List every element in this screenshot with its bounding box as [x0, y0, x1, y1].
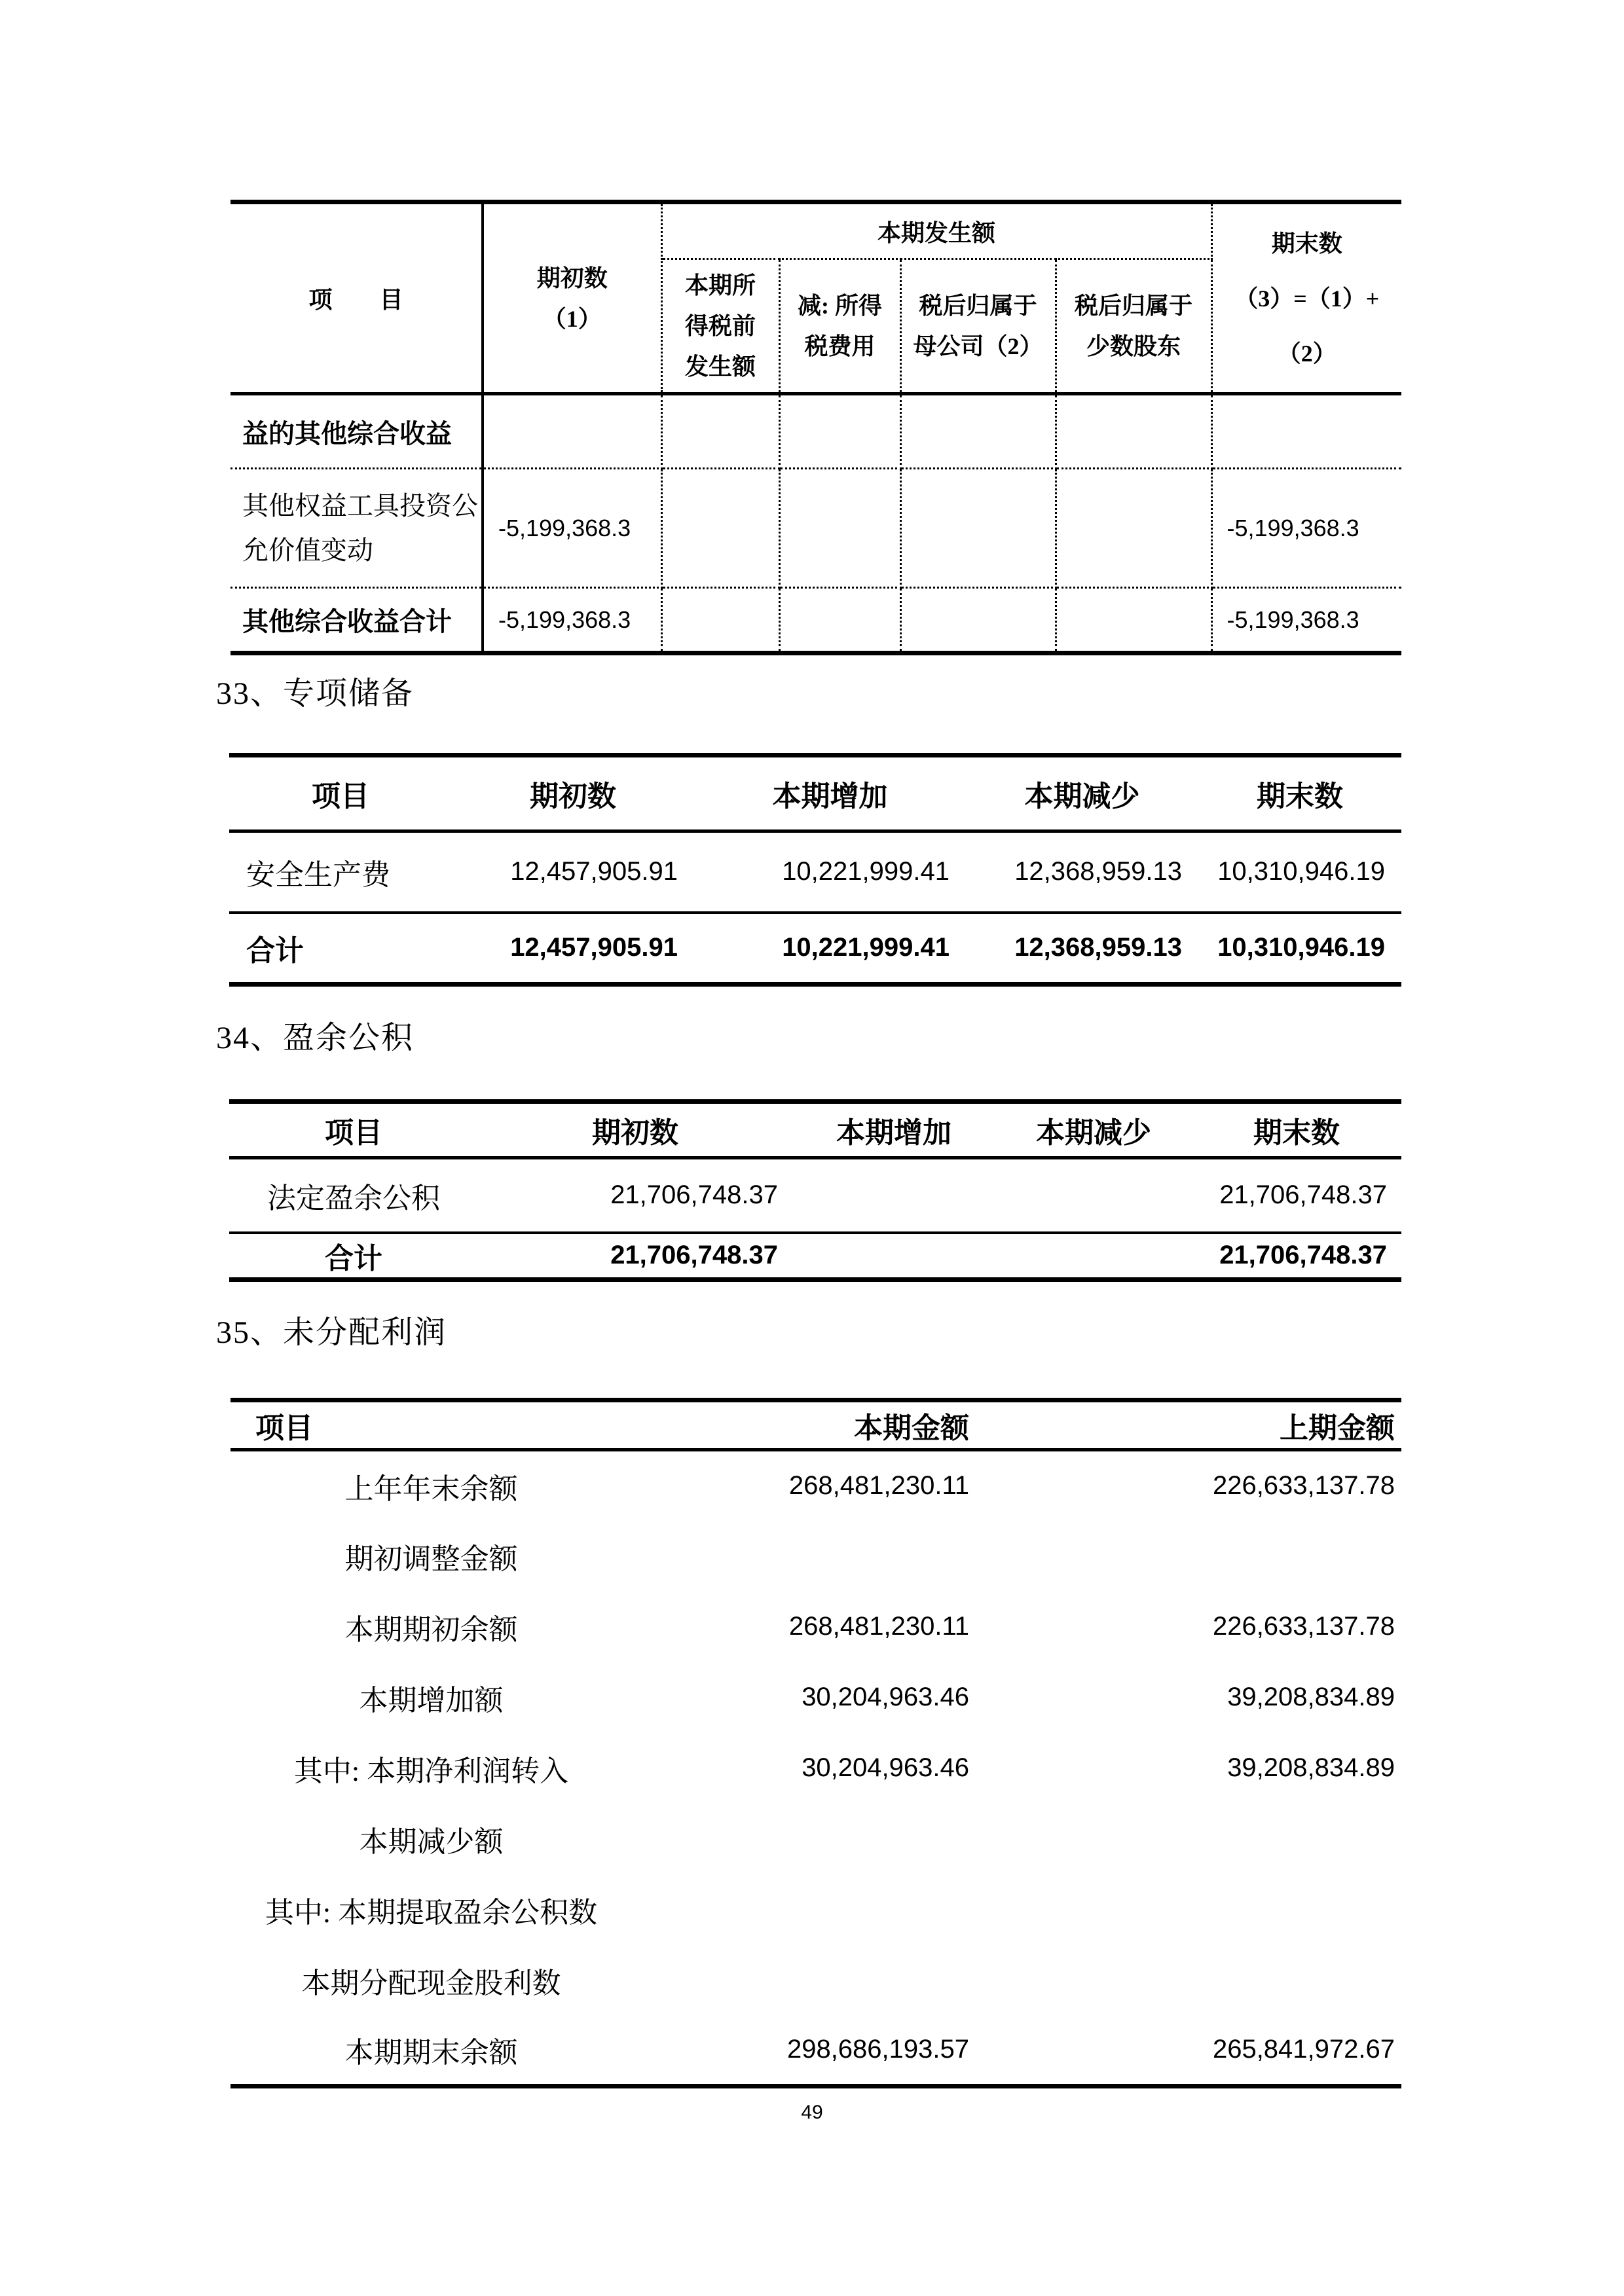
s34-header-increase: 本期增加 — [792, 1102, 995, 1158]
section-34-heading: 34、盈余公积 — [216, 1021, 415, 1055]
oci-row3-ending: -5,199,368.3 — [1227, 606, 1359, 633]
oci-header-parent-line1: 税后归属于 — [919, 293, 1037, 319]
oci-header-less-tax-line2: 税费用 — [804, 333, 876, 360]
oci-header-current-period-group: 本期发生额 — [661, 202, 1211, 259]
s35-row7-prior — [976, 1874, 1401, 1945]
oci-header-less-tax — [779, 259, 900, 394]
oci-row2-tax — [779, 469, 900, 588]
oci-row3-beginning: -5,199,368.3 — [483, 588, 661, 653]
s34-header-ending: 期末数 — [1192, 1102, 1401, 1158]
s34-total-decrease — [995, 1233, 1192, 1280]
s34-row1-beginning: 21,706,748.37 — [478, 1158, 792, 1233]
oci-header-pretax-line2: 得税前 — [684, 313, 756, 340]
section-35-heading: 35、未分配利润 — [216, 1315, 447, 1350]
oci-row1-label: 益的其他综合收益 — [231, 394, 483, 469]
s35-row7-label: 其中: 本期提取盈余公积数 — [265, 1896, 598, 1929]
s35-row6-label: 本期减少额 — [359, 1825, 504, 1858]
s35-row9-prior: 265,841,972.67 — [1212, 2035, 1395, 2064]
s35-row8-current — [632, 1945, 976, 2016]
oci-row3-tax — [779, 588, 900, 653]
s34-row1-ending: 21,706,748.37 — [1192, 1158, 1401, 1233]
oci-row3-label: 其他综合收益合计 — [231, 588, 483, 653]
table-row — [229, 1158, 1401, 1233]
oci-row3-minority — [1056, 588, 1211, 653]
s35-row7-current — [632, 1874, 976, 1945]
s34-total-label: 合计 — [325, 1242, 382, 1275]
s34-header-item: 项目 — [229, 1102, 478, 1158]
surplus-reserve-table-inner — [229, 1099, 1401, 1282]
oci-row2-beginning: -5,199,368.3 — [483, 469, 661, 588]
s35-row2-prior — [976, 1521, 1401, 1592]
oci-header-pretax — [661, 259, 779, 394]
s35-row4-label: 本期增加额 — [359, 1684, 504, 1717]
s35-row9-current: 298,686,193.57 — [786, 2035, 969, 2064]
s35-row2-label: 期初调整金额 — [344, 1542, 518, 1575]
s34-row1-increase — [792, 1158, 995, 1233]
oci-row2-parent — [900, 469, 1056, 588]
s35-row5-prior: 39,208,834.89 — [1227, 1753, 1395, 1782]
oci-header-ending-line2: （3）=（1）+ — [1234, 285, 1380, 312]
s35-row6-current — [632, 1804, 976, 1874]
s33-row1-label: 安全生产费 — [229, 831, 452, 913]
table-row — [231, 1662, 1401, 1733]
s35-row3-label: 本期期初余额 — [344, 1613, 518, 1646]
oci-row3-pretax — [661, 588, 779, 653]
s35-header-current: 本期金额 — [632, 1400, 976, 1450]
surplus-reserve-table — [229, 1099, 1401, 1282]
oci-row1-pretax — [661, 394, 779, 469]
s33-row1-increase: 10,221,999.41 — [694, 831, 966, 913]
oci-header-beginning-line2: （1） — [542, 305, 602, 332]
s34-total-ending: 21,706,748.37 — [1219, 1241, 1387, 1269]
oci-row1-parent — [900, 394, 1056, 469]
oci-header-parent-line2: 母公司（2） — [913, 333, 1043, 360]
s33-header-increase: 本期增加 — [694, 756, 966, 831]
oci-row1-beginning — [483, 394, 661, 469]
oci-row2-label — [231, 469, 483, 588]
s33-header-decrease: 本期减少 — [966, 756, 1198, 831]
oci-row2-ending: -5,199,368.3 — [1211, 469, 1401, 588]
special-reserve-table-inner — [229, 753, 1401, 987]
s33-total-ending: 10,310,946.19 — [1217, 933, 1385, 962]
oci-row1-tax — [779, 394, 900, 469]
table-row — [229, 831, 1401, 913]
table-row — [231, 1945, 1401, 2016]
table-row — [231, 1521, 1401, 1592]
undistributed-profit-table — [231, 1398, 1401, 2088]
s35-row9-label: 本期期末余额 — [344, 2036, 518, 2069]
s33-total-label: 合计 — [246, 934, 304, 967]
oci-header-less-tax-line1: 减: 所得 — [798, 293, 882, 319]
s34-header-beginning: 期初数 — [478, 1102, 792, 1158]
table-row — [231, 2016, 1401, 2086]
oci-header-minority-line2: 少数股东 — [1086, 333, 1181, 360]
s33-total-increase: 10,221,999.41 — [782, 933, 950, 962]
s35-row8-label: 本期分配现金股利数 — [301, 1967, 561, 1999]
s35-row4-prior: 39,208,834.89 — [1227, 1683, 1395, 1711]
section-33-heading: 33、专项储备 — [216, 676, 415, 711]
s33-header-beginning: 期初数 — [452, 756, 694, 831]
undistributed-profit-table-inner — [231, 1398, 1401, 2088]
s35-row8-prior — [976, 1945, 1401, 2016]
s35-row3-current: 268,481,230.11 — [788, 1612, 969, 1641]
s35-row4-current: 30,204,963.46 — [802, 1683, 969, 1711]
oci-header-ending — [1211, 202, 1401, 394]
s35-row6-prior — [976, 1804, 1401, 1874]
oci-row3-parent — [900, 588, 1056, 653]
oci-header-pretax-line1: 本期所 — [684, 272, 756, 299]
s33-header-ending: 期末数 — [1198, 756, 1401, 831]
s34-total-beginning: 21,706,748.37 — [610, 1241, 778, 1269]
table-row — [231, 469, 1401, 588]
oci-continuation-table — [231, 200, 1401, 655]
oci-header-minority — [1056, 259, 1211, 394]
oci-row1-ending — [1211, 394, 1401, 469]
table-row — [231, 1592, 1401, 1662]
oci-header-ending-line3: （2） — [1277, 340, 1337, 367]
s33-total-decrease: 12,368,959.13 — [1014, 933, 1182, 962]
s34-total-increase — [792, 1233, 995, 1280]
oci-row2-label-line2: 允价值变动 — [242, 535, 373, 565]
s35-header-prior: 上期金额 — [976, 1400, 1401, 1450]
oci-row1-minority — [1056, 394, 1211, 469]
s33-row1-decrease: 12,368,959.13 — [966, 831, 1198, 913]
s35-row1-current: 268,481,230.11 — [788, 1471, 969, 1501]
oci-header-parent — [900, 259, 1056, 394]
s35-row2-current — [632, 1521, 976, 1592]
table-row — [231, 588, 1401, 653]
s35-row5-current: 30,204,963.46 — [802, 1753, 969, 1782]
s33-total-beginning: 12,457,905.91 — [510, 933, 678, 962]
s33-row1-ending: 10,310,946.19 — [1198, 831, 1401, 913]
oci-header-pretax-line3: 发生额 — [684, 354, 756, 380]
s33-header-item: 项目 — [229, 756, 452, 831]
oci-row2-minority — [1056, 469, 1211, 588]
s35-row1-label: 上年年末余额 — [344, 1472, 518, 1505]
table-row — [231, 1733, 1401, 1804]
s35-row3-prior: 226,633,137.78 — [1212, 1612, 1395, 1641]
special-reserve-table — [229, 753, 1401, 987]
oci-header-minority-line1: 税后归属于 — [1075, 293, 1193, 319]
s34-row1-decrease — [995, 1158, 1192, 1233]
s35-row5-label: 其中: 本期净利润转入 — [293, 1755, 569, 1787]
s34-row1-label: 法定盈余公积 — [229, 1158, 478, 1233]
s33-row1-beginning: 12,457,905.91 — [452, 831, 694, 913]
table-row — [231, 1804, 1401, 1874]
oci-header-beginning — [483, 202, 661, 394]
table-row — [231, 1450, 1401, 1521]
oci-table — [231, 200, 1401, 655]
oci-row2-label-line1: 其他权益工具投资公 — [242, 490, 478, 520]
oci-header-ending-line1: 期末数 — [1271, 230, 1342, 257]
table-row — [229, 1233, 1401, 1280]
table-row — [231, 394, 1401, 469]
oci-header-beginning-line1: 期初数 — [536, 264, 608, 291]
table-row — [231, 1874, 1401, 1945]
page-number: 49 — [801, 2102, 823, 2123]
s34-header-decrease: 本期减少 — [995, 1102, 1192, 1158]
s35-row1-prior: 226,633,137.78 — [1212, 1471, 1395, 1501]
s35-header-item: 项目 — [231, 1400, 632, 1450]
oci-row2-pretax — [661, 469, 779, 588]
oci-header-item: 项 目 — [231, 202, 483, 394]
table-row — [229, 913, 1401, 985]
